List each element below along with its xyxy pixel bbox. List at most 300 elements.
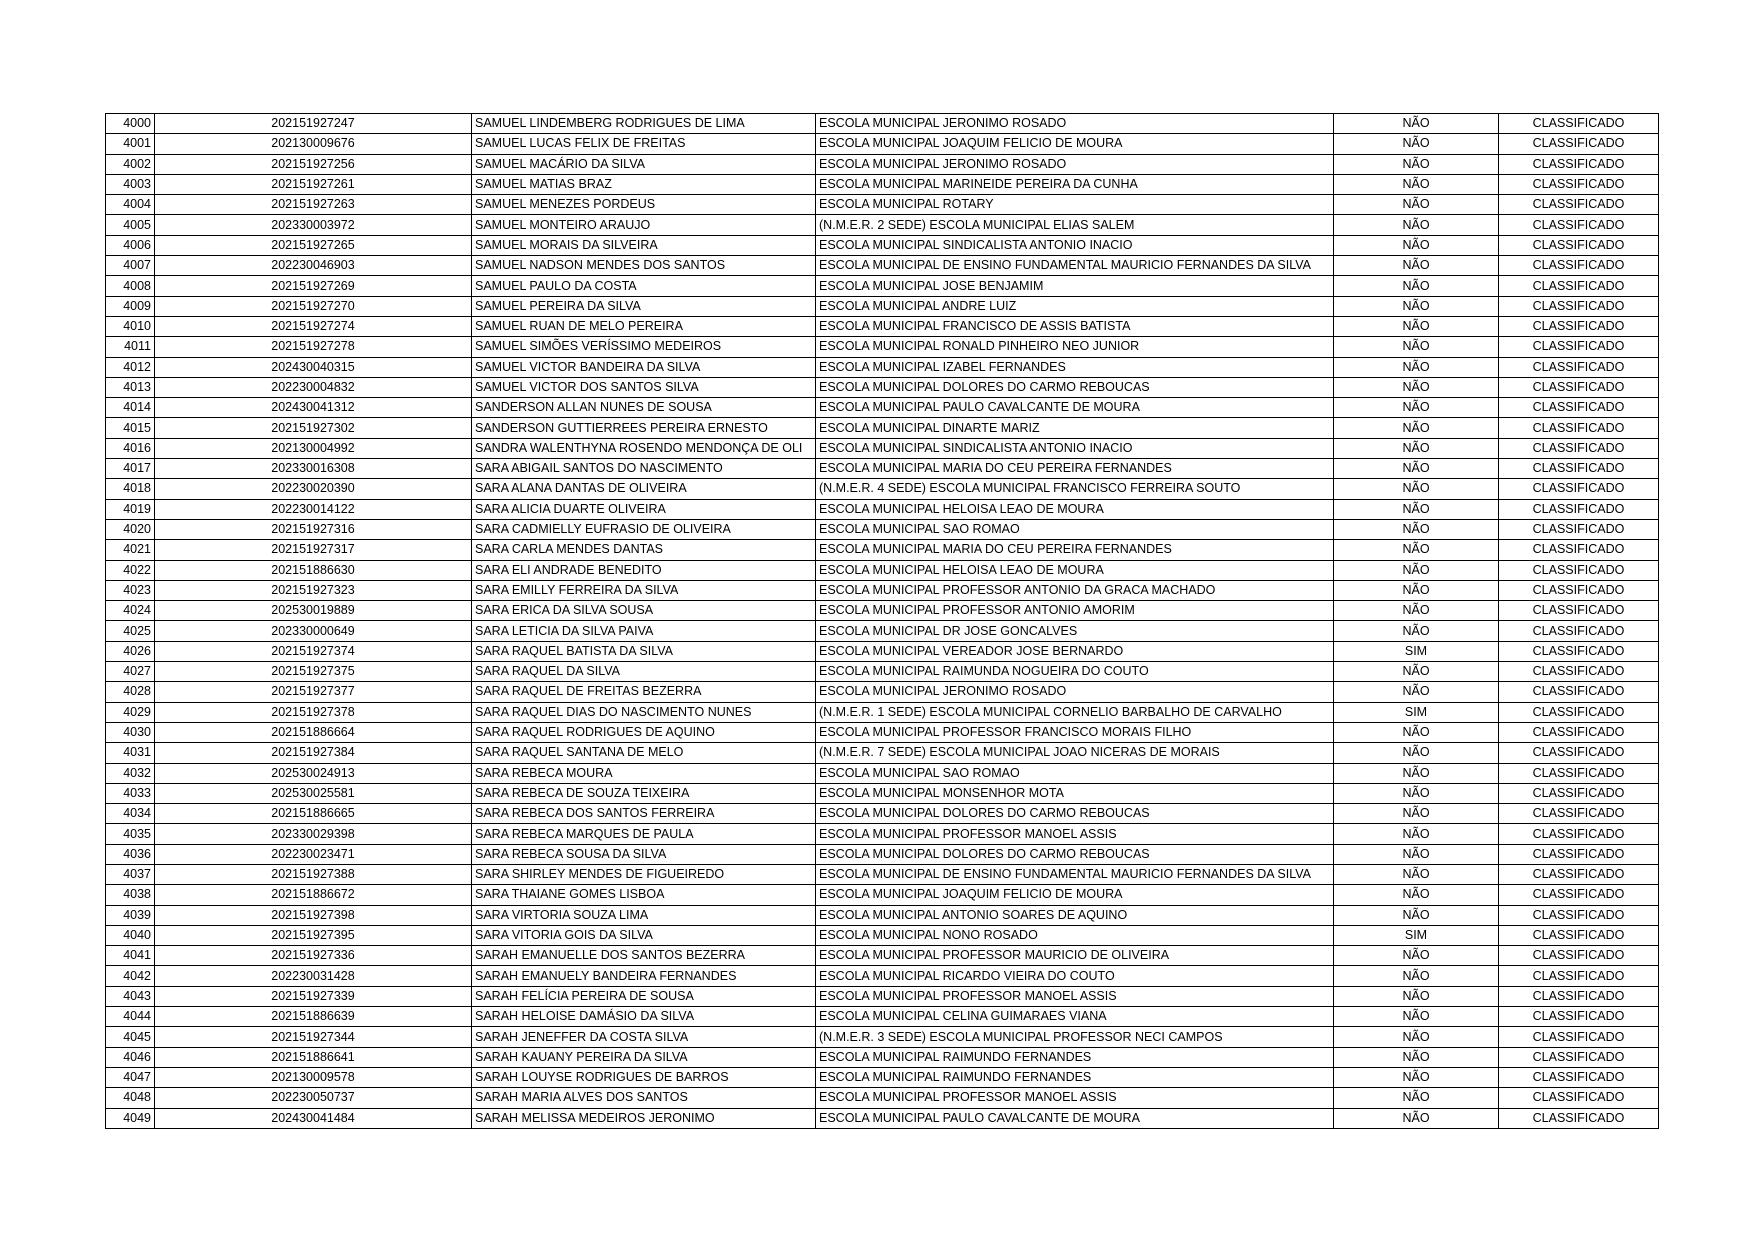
student-name-cell: SANDERSON ALLAN NUNES DE SOUSA [472,398,816,418]
table-row [106,844,1659,864]
disability-flag-cell: NÃO [1334,114,1499,134]
student-name-cell: SARAH JENEFFER DA COSTA SILVA [472,1027,816,1047]
registration-number-cell: 202151927278 [155,337,472,357]
status-cell: CLASSIFICADO [1499,885,1659,905]
school-name-cell: ESCOLA MUNICIPAL JOAQUIM FELICIO DE MOURA [816,885,1334,905]
row-number-cell: 4024 [106,601,155,621]
row-number-cell: 4016 [106,438,155,458]
school-name-cell: ESCOLA MUNICIPAL VEREADOR JOSE BERNARDO [816,641,1334,661]
student-name-cell: SARA CADMIELLY EUFRASIO DE OLIVEIRA [472,519,816,539]
student-name-cell: SARA SHIRLEY MENDES DE FIGUEIREDO [472,864,816,884]
status-cell: CLASSIFICADO [1499,702,1659,722]
row-number-cell: 4036 [106,844,155,864]
disability-flag-cell: NÃO [1334,215,1499,235]
row-number-cell: 4009 [106,296,155,316]
row-number-cell: 4001 [106,134,155,154]
row-number-cell: 4035 [106,824,155,844]
row-number-cell: 4033 [106,783,155,803]
student-name-cell: SARA RAQUEL RODRIGUES DE AQUINO [472,722,816,742]
status-cell: CLASSIFICADO [1499,662,1659,682]
table-row [106,1027,1659,1047]
registration-number-cell: 202151927302 [155,418,472,438]
disability-flag-cell: NÃO [1334,459,1499,479]
student-name-cell: SARA REBECA SOUSA DA SILVA [472,844,816,864]
school-name-cell: ESCOLA MUNICIPAL DE ENSINO FUNDAMENTAL MAURICIO FERNANDES DA SILVA [816,864,1334,884]
table-row [106,783,1659,803]
status-cell: CLASSIFICADO [1499,276,1659,296]
student-name-cell: SAMUEL MENEZES PORDEUS [472,195,816,215]
school-name-cell: ESCOLA MUNICIPAL PROFESSOR MAURICIO DE OLIVEIRA [816,946,1334,966]
row-number-cell: 4011 [106,337,155,357]
registration-number-cell: 202151927374 [155,641,472,661]
disability-flag-cell: NÃO [1334,844,1499,864]
school-name-cell: (N.M.E.R. 7 SEDE) ESCOLA MUNICIPAL JOAO NICERAS DE MORAIS [816,743,1334,763]
registration-number-cell: 202151927317 [155,540,472,560]
school-name-cell: ESCOLA MUNICIPAL RAIMUNDA NOGUEIRA DO COUTO [816,662,1334,682]
school-name-cell: ESCOLA MUNICIPAL PAULO CAVALCANTE DE MOURA [816,398,1334,418]
row-number-cell: 4041 [106,946,155,966]
table-row [106,641,1659,661]
table-row [106,296,1659,316]
school-name-cell: ESCOLA MUNICIPAL JOAQUIM FELICIO DE MOURA [816,134,1334,154]
disability-flag-cell: NÃO [1334,580,1499,600]
row-number-cell: 4008 [106,276,155,296]
row-number-cell: 4032 [106,763,155,783]
table-row [106,154,1659,174]
row-number-cell: 4013 [106,377,155,397]
table-row [106,377,1659,397]
status-cell: CLASSIFICADO [1499,925,1659,945]
table-row [106,1067,1659,1087]
school-name-cell: ESCOLA MUNICIPAL SAO ROMAO [816,763,1334,783]
row-number-cell: 4043 [106,986,155,1006]
row-number-cell: 4018 [106,479,155,499]
table-row [106,682,1659,702]
registration-number-cell: 202230004832 [155,377,472,397]
row-number-cell: 4002 [106,154,155,174]
disability-flag-cell: NÃO [1334,743,1499,763]
student-name-cell: SAMUEL MONTEIRO ARAUJO [472,215,816,235]
table-row [106,316,1659,336]
row-number-cell: 4030 [106,722,155,742]
status-cell: CLASSIFICADO [1499,966,1659,986]
row-number-cell: 4023 [106,580,155,600]
row-number-cell: 4038 [106,885,155,905]
school-name-cell: ESCOLA MUNICIPAL MARIA DO CEU PEREIRA FERNANDES [816,540,1334,560]
student-name-cell: SAMUEL MORAIS DA SILVEIRA [472,235,816,255]
status-cell: CLASSIFICADO [1499,560,1659,580]
status-cell: CLASSIFICADO [1499,763,1659,783]
disability-flag-cell: NÃO [1334,986,1499,1006]
row-number-cell: 4040 [106,925,155,945]
disability-flag-cell: NÃO [1334,1108,1499,1128]
school-name-cell: ESCOLA MUNICIPAL PROFESSOR MANOEL ASSIS [816,1088,1334,1108]
table-row [106,479,1659,499]
registration-number-cell: 202530024913 [155,763,472,783]
student-name-cell: SARAH FELÍCIA PEREIRA DE SOUSA [472,986,816,1006]
school-name-cell: ESCOLA MUNICIPAL PAULO CAVALCANTE DE MOURA [816,1108,1334,1128]
school-name-cell: ESCOLA MUNICIPAL CELINA GUIMARAES VIANA [816,1007,1334,1027]
school-name-cell: ESCOLA MUNICIPAL FRANCISCO DE ASSIS BATISTA [816,316,1334,336]
school-name-cell: ESCOLA MUNICIPAL JOSE BENJAMIM [816,276,1334,296]
status-cell: CLASSIFICADO [1499,418,1659,438]
row-number-cell: 4042 [106,966,155,986]
table-row [106,459,1659,479]
student-name-cell: SARAH EMANUELY BANDEIRA FERNANDES [472,966,816,986]
school-name-cell: ESCOLA MUNICIPAL PROFESSOR MANOEL ASSIS [816,824,1334,844]
status-cell: CLASSIFICADO [1499,296,1659,316]
registration-number-cell: 202130009578 [155,1067,472,1087]
table-row [106,986,1659,1006]
status-cell: CLASSIFICADO [1499,114,1659,134]
student-name-cell: SARAH EMANUELLE DOS SANTOS BEZERRA [472,946,816,966]
school-name-cell: ESCOLA MUNICIPAL RAIMUNDO FERNANDES [816,1067,1334,1087]
school-name-cell: ESCOLA MUNICIPAL MONSENHOR MOTA [816,783,1334,803]
status-cell: CLASSIFICADO [1499,1067,1659,1087]
school-name-cell: ESCOLA MUNICIPAL DR JOSE GONCALVES [816,621,1334,641]
registration-number-cell: 202151927388 [155,864,472,884]
status-cell: CLASSIFICADO [1499,215,1659,235]
disability-flag-cell: NÃO [1334,783,1499,803]
disability-flag-cell: NÃO [1334,966,1499,986]
row-number-cell: 4022 [106,560,155,580]
student-name-cell: SARA CARLA MENDES DANTAS [472,540,816,560]
disability-flag-cell: NÃO [1334,134,1499,154]
status-cell: CLASSIFICADO [1499,986,1659,1006]
student-name-cell: SARA REBECA DE SOUZA TEIXEIRA [472,783,816,803]
disability-flag-cell: NÃO [1334,174,1499,194]
status-cell: CLASSIFICADO [1499,1088,1659,1108]
row-number-cell: 4003 [106,174,155,194]
registration-number-cell: 202151927323 [155,580,472,600]
table-row [106,418,1659,438]
student-name-cell: SAMUEL RUAN DE MELO PEREIRA [472,316,816,336]
table-row [106,357,1659,377]
student-name-cell: SAMUEL PEREIRA DA SILVA [472,296,816,316]
status-cell: CLASSIFICADO [1499,743,1659,763]
registration-number-cell: 202151886630 [155,560,472,580]
table-row [106,864,1659,884]
disability-flag-cell: NÃO [1334,1007,1499,1027]
registration-number-cell: 202151927270 [155,296,472,316]
row-number-cell: 4039 [106,905,155,925]
registration-number-cell: 202151927256 [155,154,472,174]
disability-flag-cell: NÃO [1334,235,1499,255]
table-row [106,256,1659,276]
school-name-cell: ESCOLA MUNICIPAL DE ENSINO FUNDAMENTAL MAURICIO FERNANDES DA SILVA [816,256,1334,276]
row-number-cell: 4000 [106,114,155,134]
table-row [106,662,1659,682]
status-cell: CLASSIFICADO [1499,357,1659,377]
disability-flag-cell: NÃO [1334,1047,1499,1067]
disability-flag-cell: NÃO [1334,722,1499,742]
status-cell: CLASSIFICADO [1499,580,1659,600]
registration-number-cell: 202230014122 [155,499,472,519]
disability-flag-cell: NÃO [1334,418,1499,438]
disability-flag-cell: NÃO [1334,438,1499,458]
row-number-cell: 4020 [106,519,155,539]
row-number-cell: 4045 [106,1027,155,1047]
status-cell: CLASSIFICADO [1499,946,1659,966]
disability-flag-cell: NÃO [1334,601,1499,621]
registration-number-cell: 202151927261 [155,174,472,194]
table-row [106,621,1659,641]
disability-flag-cell: NÃO [1334,499,1499,519]
row-number-cell: 4034 [106,804,155,824]
school-name-cell: ESCOLA MUNICIPAL DOLORES DO CARMO REBOUCAS [816,804,1334,824]
registration-number-cell: 202430041312 [155,398,472,418]
status-cell: CLASSIFICADO [1499,154,1659,174]
school-name-cell: ESCOLA MUNICIPAL MARINEIDE PEREIRA DA CUNHA [816,174,1334,194]
registration-number-cell: 202151927375 [155,662,472,682]
status-cell: CLASSIFICADO [1499,235,1659,255]
registration-number-cell: 202151927247 [155,114,472,134]
status-cell: CLASSIFICADO [1499,783,1659,803]
student-name-cell: SARAH LOUYSE RODRIGUES DE BARROS [472,1067,816,1087]
school-name-cell: ESCOLA MUNICIPAL JERONIMO ROSADO [816,154,1334,174]
registration-number-cell: 202151927384 [155,743,472,763]
registration-number-cell: 202151927377 [155,682,472,702]
row-number-cell: 4046 [106,1047,155,1067]
registration-number-cell: 202230050737 [155,1088,472,1108]
status-cell: CLASSIFICADO [1499,864,1659,884]
status-cell: CLASSIFICADO [1499,824,1659,844]
disability-flag-cell: NÃO [1334,682,1499,702]
student-name-cell: SARAH MARIA ALVES DOS SANTOS [472,1088,816,1108]
school-name-cell: ESCOLA MUNICIPAL RONALD PINHEIRO NEO JUNIOR [816,337,1334,357]
registration-number-cell: 202151927336 [155,946,472,966]
disability-flag-cell: NÃO [1334,337,1499,357]
registration-number-cell: 202151886672 [155,885,472,905]
registration-number-cell: 202151927378 [155,702,472,722]
table-row [106,337,1659,357]
row-number-cell: 4015 [106,418,155,438]
status-cell: CLASSIFICADO [1499,398,1659,418]
disability-flag-cell: NÃO [1334,905,1499,925]
disability-flag-cell: NÃO [1334,316,1499,336]
student-name-cell: SARA LETICIA DA SILVA PAIVA [472,621,816,641]
status-cell: CLASSIFICADO [1499,621,1659,641]
table-row [106,702,1659,722]
table-row [106,1047,1659,1067]
status-cell: CLASSIFICADO [1499,722,1659,742]
table-row [106,398,1659,418]
table-row [106,946,1659,966]
status-cell: CLASSIFICADO [1499,134,1659,154]
registration-number-cell: 202530025581 [155,783,472,803]
registration-number-cell: 202151927316 [155,519,472,539]
student-name-cell: SARA RAQUEL DA SILVA [472,662,816,682]
status-cell: CLASSIFICADO [1499,337,1659,357]
student-name-cell: SAMUEL MACÁRIO DA SILVA [472,154,816,174]
school-name-cell: ESCOLA MUNICIPAL IZABEL FERNANDES [816,357,1334,377]
row-number-cell: 4049 [106,1108,155,1128]
row-number-cell: 4031 [106,743,155,763]
status-cell: CLASSIFICADO [1499,377,1659,397]
student-name-cell: SARA ALICIA DUARTE OLIVEIRA [472,499,816,519]
school-name-cell: ESCOLA MUNICIPAL RICARDO VIEIRA DO COUTO [816,966,1334,986]
row-number-cell: 4014 [106,398,155,418]
row-number-cell: 4044 [106,1007,155,1027]
table-row [106,601,1659,621]
registration-number-cell: 202151886665 [155,804,472,824]
school-name-cell: ESCOLA MUNICIPAL JERONIMO ROSADO [816,114,1334,134]
school-name-cell: (N.M.E.R. 1 SEDE) ESCOLA MUNICIPAL CORNELIO BARBALHO DE CARVALHO [816,702,1334,722]
school-name-cell: ESCOLA MUNICIPAL PROFESSOR ANTONIO AMORIM [816,601,1334,621]
school-name-cell: ESCOLA MUNICIPAL SINDICALISTA ANTONIO INACIO [816,438,1334,458]
disability-flag-cell: NÃO [1334,154,1499,174]
disability-flag-cell: NÃO [1334,824,1499,844]
school-name-cell: ESCOLA MUNICIPAL SINDICALISTA ANTONIO INACIO [816,235,1334,255]
student-name-cell: SAMUEL PAULO DA COSTA [472,276,816,296]
student-name-cell: SARA RAQUEL DE FREITAS BEZERRA [472,682,816,702]
disability-flag-cell: NÃO [1334,276,1499,296]
row-number-cell: 4012 [106,357,155,377]
disability-flag-cell: NÃO [1334,377,1499,397]
school-name-cell: ESCOLA MUNICIPAL RAIMUNDO FERNANDES [816,1047,1334,1067]
row-number-cell: 4019 [106,499,155,519]
table-row [106,763,1659,783]
table-row [106,560,1659,580]
disability-flag-cell: SIM [1334,702,1499,722]
table-row [106,1108,1659,1128]
status-cell: CLASSIFICADO [1499,438,1659,458]
student-name-cell: SAMUEL MATIAS BRAZ [472,174,816,194]
registration-number-cell: 202130004992 [155,438,472,458]
status-cell: CLASSIFICADO [1499,479,1659,499]
student-name-cell: SARA RAQUEL DIAS DO NASCIMENTO NUNES [472,702,816,722]
row-number-cell: 4006 [106,235,155,255]
classification-table [105,113,1659,1129]
student-name-cell: SAMUEL LINDEMBERG RODRIGUES DE LIMA [472,114,816,134]
status-cell: CLASSIFICADO [1499,641,1659,661]
disability-flag-cell: NÃO [1334,621,1499,641]
table-row [106,235,1659,255]
school-name-cell: ESCOLA MUNICIPAL NONO ROSADO [816,925,1334,945]
table-row [106,722,1659,742]
table-row [106,519,1659,539]
student-name-cell: SARA ALANA DANTAS DE OLIVEIRA [472,479,816,499]
row-number-cell: 4048 [106,1088,155,1108]
registration-number-cell: 202430040315 [155,357,472,377]
student-name-cell: SARA THAIANE GOMES LISBOA [472,885,816,905]
registration-number-cell: 202151886641 [155,1047,472,1067]
registration-number-cell: 202330000649 [155,621,472,641]
table-row [106,804,1659,824]
row-number-cell: 4029 [106,702,155,722]
school-name-cell: ESCOLA MUNICIPAL DINARTE MARIZ [816,418,1334,438]
school-name-cell: ESCOLA MUNICIPAL ANTONIO SOARES DE AQUINO [816,905,1334,925]
school-name-cell: ESCOLA MUNICIPAL SAO ROMAO [816,519,1334,539]
registration-number-cell: 202430041484 [155,1108,472,1128]
status-cell: CLASSIFICADO [1499,844,1659,864]
registration-number-cell: 202151927263 [155,195,472,215]
table-row [106,743,1659,763]
table-row [106,174,1659,194]
status-cell: CLASSIFICADO [1499,905,1659,925]
student-name-cell: SANDERSON GUTTIERREES PEREIRA ERNESTO [472,418,816,438]
status-cell: CLASSIFICADO [1499,682,1659,702]
student-name-cell: SAMUEL LUCAS FELIX DE FREITAS [472,134,816,154]
disability-flag-cell: NÃO [1334,519,1499,539]
school-name-cell: ESCOLA MUNICIPAL ROTARY [816,195,1334,215]
registration-number-cell: 202151927395 [155,925,472,945]
row-number-cell: 4027 [106,662,155,682]
student-name-cell: SARA RAQUEL SANTANA DE MELO [472,743,816,763]
student-name-cell: SAMUEL VICTOR BANDEIRA DA SILVA [472,357,816,377]
student-name-cell: SARA REBECA MARQUES DE PAULA [472,824,816,844]
student-name-cell: SARA EMILLY FERREIRA DA SILVA [472,580,816,600]
table-row [106,438,1659,458]
table-row [106,540,1659,560]
status-cell: CLASSIFICADO [1499,174,1659,194]
disability-flag-cell: NÃO [1334,540,1499,560]
status-cell: CLASSIFICADO [1499,1027,1659,1047]
registration-number-cell: 202330029398 [155,824,472,844]
student-name-cell: SARAH MELISSA MEDEIROS JERONIMO [472,1108,816,1128]
disability-flag-cell: SIM [1334,641,1499,661]
row-number-cell: 4021 [106,540,155,560]
table-row [106,885,1659,905]
student-name-cell: SARA ABIGAIL SANTOS DO NASCIMENTO [472,459,816,479]
status-cell: CLASSIFICADO [1499,459,1659,479]
registration-number-cell: 202151886639 [155,1007,472,1027]
school-name-cell: ESCOLA MUNICIPAL JERONIMO ROSADO [816,682,1334,702]
disability-flag-cell: SIM [1334,925,1499,945]
status-cell: CLASSIFICADO [1499,601,1659,621]
disability-flag-cell: NÃO [1334,296,1499,316]
disability-flag-cell: NÃO [1334,946,1499,966]
registration-number-cell: 202151927344 [155,1027,472,1047]
registration-number-cell: 202151927398 [155,905,472,925]
table-body [106,114,1659,1129]
registration-number-cell: 202151927265 [155,235,472,255]
status-cell: CLASSIFICADO [1499,316,1659,336]
table-row [106,195,1659,215]
table-row [106,499,1659,519]
status-cell: CLASSIFICADO [1499,1047,1659,1067]
registration-number-cell: 202330003972 [155,215,472,235]
status-cell: CLASSIFICADO [1499,499,1659,519]
table-row [106,925,1659,945]
disability-flag-cell: NÃO [1334,804,1499,824]
row-number-cell: 4028 [106,682,155,702]
disability-flag-cell: NÃO [1334,1067,1499,1087]
table-row [106,1088,1659,1108]
row-number-cell: 4017 [106,459,155,479]
disability-flag-cell: NÃO [1334,195,1499,215]
student-name-cell: SARAH KAUANY PEREIRA DA SILVA [472,1047,816,1067]
row-number-cell: 4037 [106,864,155,884]
school-name-cell: ESCOLA MUNICIPAL DOLORES DO CARMO REBOUCAS [816,844,1334,864]
registration-number-cell: 202230031428 [155,966,472,986]
registration-number-cell: 202330016308 [155,459,472,479]
disability-flag-cell: NÃO [1334,763,1499,783]
table-row [106,824,1659,844]
registration-number-cell: 202151927269 [155,276,472,296]
table-row [106,134,1659,154]
student-name-cell: SAMUEL NADSON MENDES DOS SANTOS [472,256,816,276]
school-name-cell: ESCOLA MUNICIPAL PROFESSOR FRANCISCO MORAIS FILHO [816,722,1334,742]
disability-flag-cell: NÃO [1334,560,1499,580]
disability-flag-cell: NÃO [1334,1027,1499,1047]
table-row [106,580,1659,600]
table-row [106,215,1659,235]
registration-number-cell: 202230046903 [155,256,472,276]
status-cell: CLASSIFICADO [1499,540,1659,560]
student-name-cell: SANDRA WALENTHYNA ROSENDO MENDONÇA DE OLI [472,438,816,458]
school-name-cell: ESCOLA MUNICIPAL PROFESSOR ANTONIO DA GRACA MACHADO [816,580,1334,600]
